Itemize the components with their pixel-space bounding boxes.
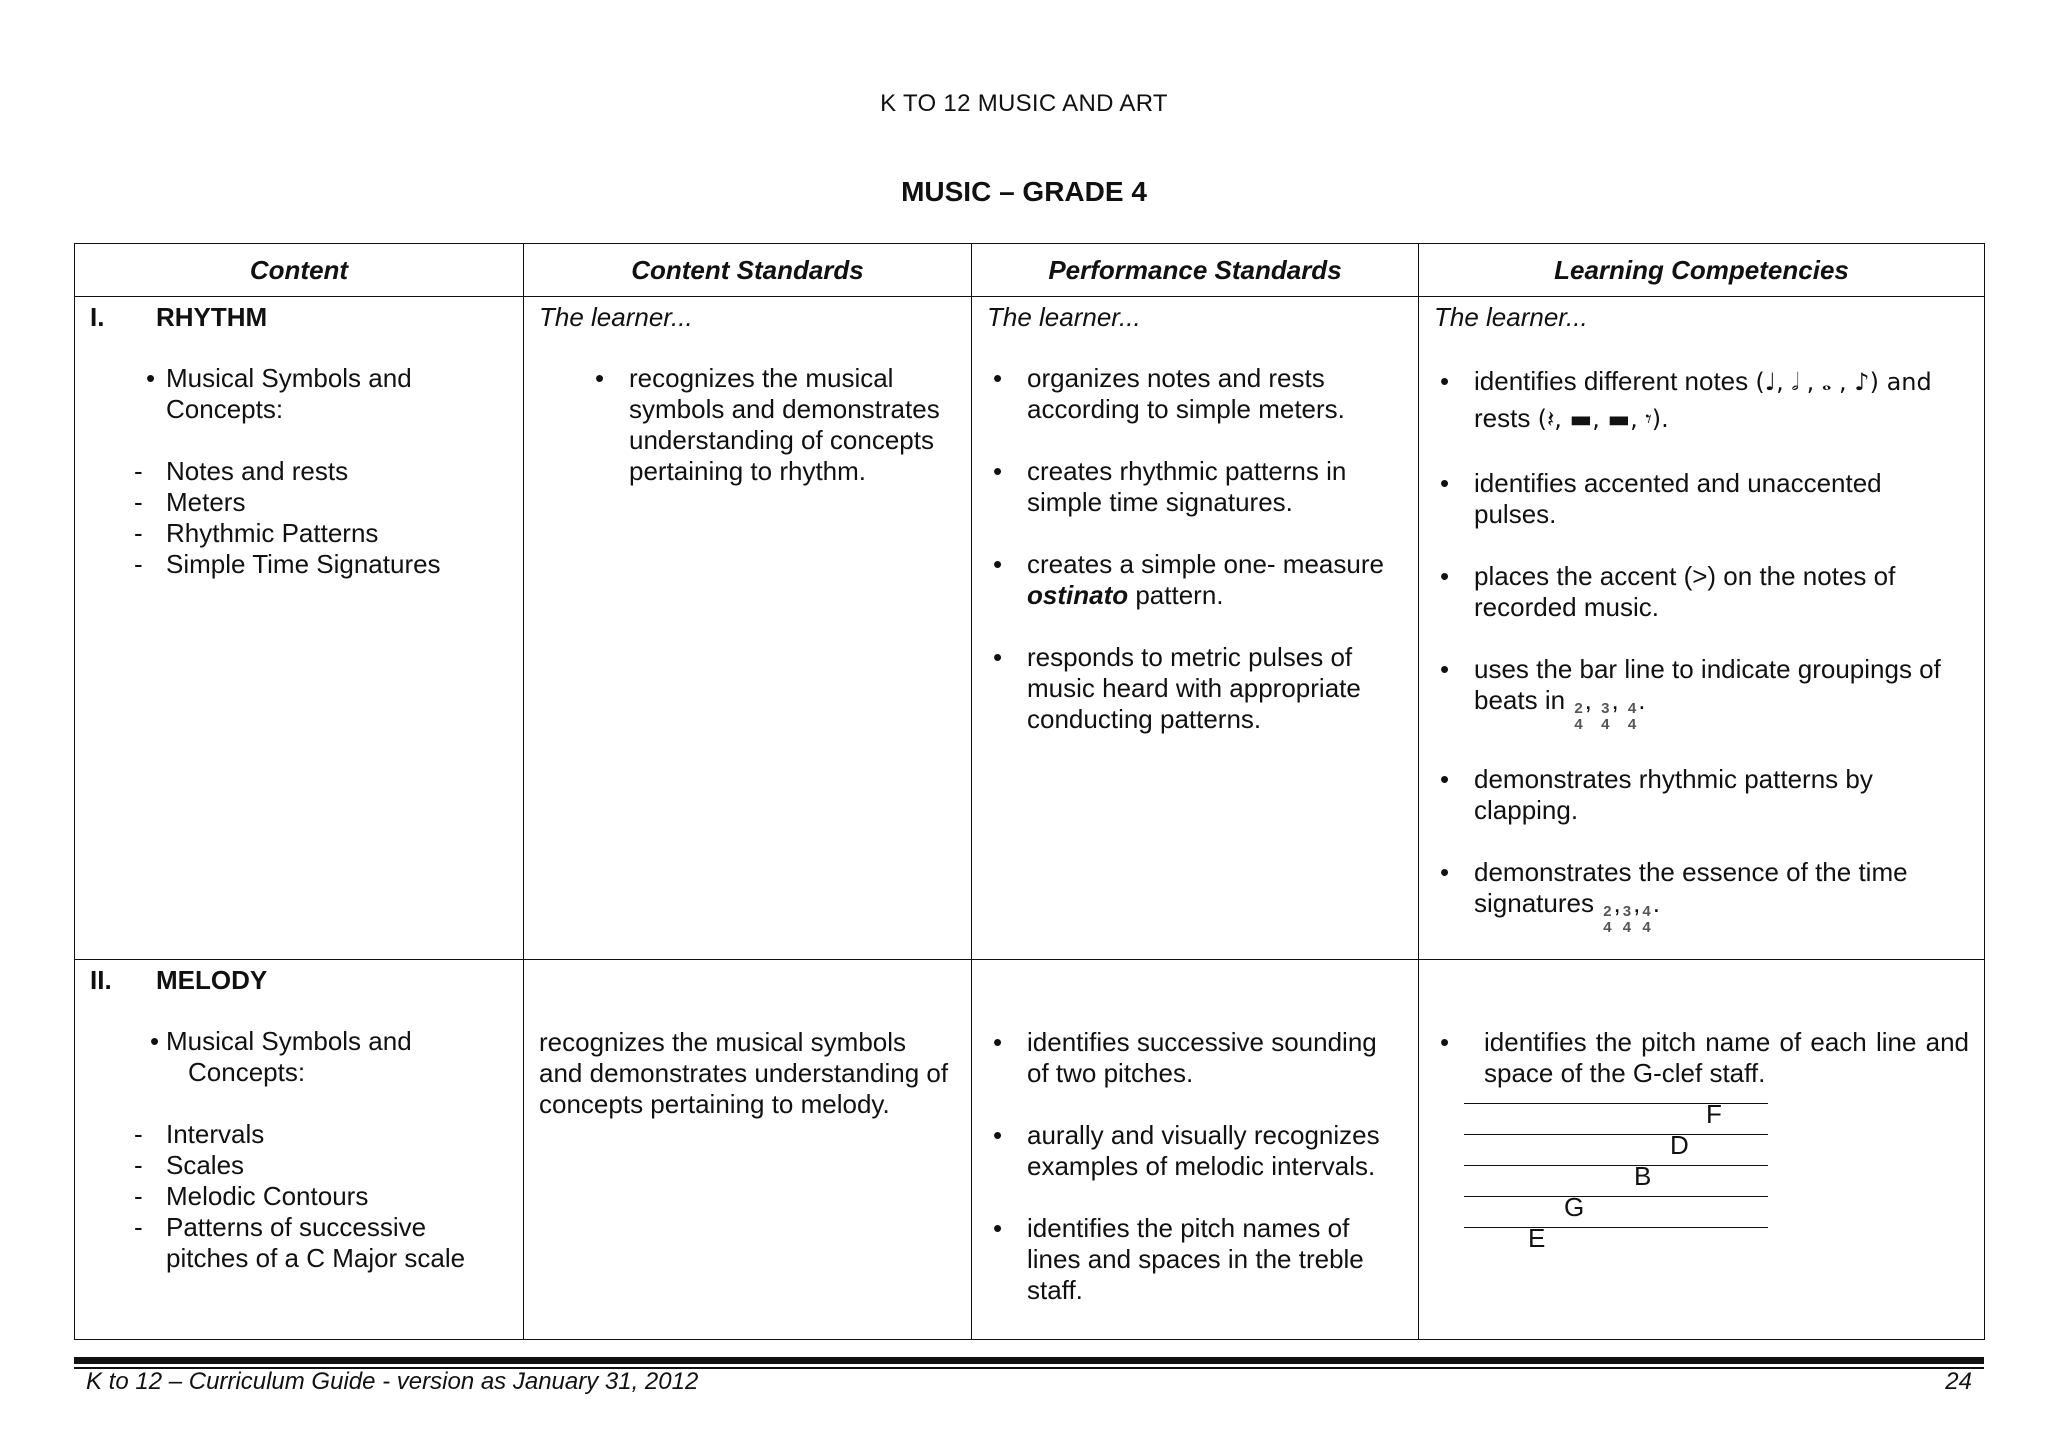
staff-line — [1464, 1196, 1768, 1197]
list-item: • identifies successive sounding of two pitches. — [987, 1027, 1403, 1089]
list-item: - Rhythmic Patterns — [90, 518, 508, 549]
staff-note-label: F — [1706, 1099, 1722, 1129]
list-item: - Notes and rests — [90, 456, 508, 487]
list-item: • demonstrates the essence of the time signatures 2 4 , 3 4 , 4 4 . — [1434, 857, 1969, 936]
column-header-content: Content — [75, 244, 524, 297]
content-bullet: • Musical Symbols and Concepts: — [150, 1026, 412, 1087]
staff-note-label: E — [1528, 1223, 1546, 1253]
list-item: • uses the bar line to indicate groupings of beats in 2 4 , 3 4 , 4 4 . — [1434, 654, 1969, 733]
performance-list — [987, 363, 1403, 735]
item-text: beats in — [1474, 685, 1566, 715]
list-item: • aurally and visually recognizes examples of melodic intervals. — [987, 1120, 1403, 1182]
column-header-learning-competencies: Learning Competencies — [1419, 244, 1985, 297]
content-cell-rhythm — [75, 297, 524, 960]
list-item — [987, 549, 1403, 611]
section-number: I. — [90, 302, 105, 332]
page-title: MUSIC – GRADE 4 — [901, 176, 1147, 207]
staff-line — [1464, 1134, 1768, 1135]
time-signature: 3 4 — [1622, 903, 1632, 936]
section-title: RHYTHM — [156, 302, 268, 332]
column-header-content-standards: Content Standards — [524, 244, 972, 297]
list-item: • identifies accented and unaccented pulses. — [1434, 468, 1969, 530]
content-bullet — [90, 363, 508, 425]
performance-standard-cell-melody — [972, 960, 1419, 1340]
table-row-melody — [75, 960, 1985, 1340]
content-bullet-text: Musical Symbols and Concepts: — [166, 363, 412, 424]
list-item: • organizes notes and rests according to simple meters. — [987, 363, 1403, 425]
content-standard-text: recognizes the musical symbols and demonstrates understanding of concepts pertaining to melody. — [539, 1027, 949, 1119]
item-text: pattern. — [1135, 580, 1224, 610]
staff-note-label: D — [1670, 1130, 1689, 1160]
page-header: K TO 12 MUSIC AND ART — [880, 90, 1168, 117]
list-item: • places the accent (>) on the notes of recorded music. — [1434, 561, 1969, 623]
list-item: • recognizes the musical symbols and demonstrates understanding of concepts pertaining to rhythm. — [539, 363, 956, 487]
performance-list — [987, 1027, 1403, 1306]
item-text: creates a simple one- measure — [1027, 549, 1384, 579]
list-item: - Melodic Contours — [90, 1181, 508, 1212]
section-number: II. — [90, 965, 112, 995]
list-item: - Simple Time Signatures — [90, 549, 508, 580]
list-item: - Patterns of successive pitches of a C Major scale — [90, 1212, 508, 1274]
list-item: • responds to metric pulses of music heard with appropriate conducting patterns. — [987, 642, 1403, 735]
list-item: - Intervals — [90, 1119, 508, 1150]
staff-note-label: B — [1634, 1161, 1652, 1191]
time-signature: 3 4 — [1601, 700, 1610, 733]
staff-line — [1464, 1165, 1768, 1166]
learner-label: The learner... — [987, 302, 1141, 332]
learner-label: The learner... — [539, 302, 693, 332]
list-item: • demonstrates rhythmic patterns by clapping. — [1434, 764, 1969, 826]
item-text: demonstrates the essence of the time — [1474, 857, 1908, 887]
content-standard-list — [539, 363, 956, 487]
list-item — [1434, 363, 1969, 437]
competency-cell-melody — [1419, 960, 1985, 1340]
item-text: identifies different notes — [1474, 366, 1749, 396]
competency-list — [1434, 1027, 1969, 1089]
time-signature: 2 4 — [1574, 700, 1583, 733]
content-standard-cell-melody — [524, 960, 972, 1340]
content-standard-cell-rhythm — [524, 297, 972, 960]
rest-symbols: (𝄽, ▬, ▬, 𝄾). — [1537, 405, 1669, 433]
item-text: rests — [1474, 403, 1531, 433]
item-text: uses the bar line to indicate groupings of — [1474, 654, 1941, 684]
staff-line — [1464, 1227, 1768, 1228]
footer-version-text: K to 12 – Curriculum Guide - version as January 31, 2012 — [86, 1368, 699, 1395]
performance-standard-cell-rhythm — [972, 297, 1419, 960]
list-item: • identifies the pitch name of each line and space of the G-clef staff. — [1434, 1027, 1969, 1089]
curriculum-table — [74, 243, 1985, 1340]
time-signature: 4 4 — [1642, 903, 1651, 936]
competency-list — [1434, 363, 1969, 936]
content-dash-list — [90, 456, 508, 580]
competency-cell-rhythm — [1419, 297, 1985, 960]
time-signature: 4 4 — [1627, 700, 1637, 733]
section-title: MELODY — [156, 965, 268, 995]
list-item: • creates rhythmic patterns in simple time signatures. — [987, 456, 1403, 518]
content-dash-list — [90, 1119, 508, 1274]
footer-rule — [74, 1357, 1984, 1364]
column-header-performance-standards: Performance Standards — [972, 244, 1419, 297]
table-row-rhythm — [75, 297, 1985, 960]
list-item: - Scales — [90, 1150, 508, 1181]
staff-line — [1464, 1103, 1768, 1104]
content-bullet-text: Musical Symbols and — [166, 1026, 412, 1056]
content-cell-melody — [75, 960, 524, 1340]
note-symbols: (♩, 𝅗𝅥 , 𝅝 , ♪) and — [1755, 368, 1932, 396]
time-signature: 2 4 — [1603, 903, 1612, 936]
item-text: signatures — [1474, 888, 1594, 918]
content-bullet-text: Concepts: — [188, 1057, 306, 1087]
learner-label: The learner... — [1434, 302, 1588, 332]
staff-note-label: G — [1564, 1192, 1585, 1222]
section-heading-rhythm — [90, 302, 508, 333]
list-item: - Meters — [90, 487, 508, 518]
list-item: • identifies the pitch names of lines and spaces in the treble staff. — [987, 1213, 1403, 1306]
page-number: 24 — [1945, 1368, 1972, 1395]
ostinato-term: ostinato — [1027, 580, 1129, 610]
section-heading-melody — [90, 965, 508, 996]
table-header-row — [75, 244, 1985, 297]
treble-staff-diagram — [1464, 1097, 1774, 1253]
